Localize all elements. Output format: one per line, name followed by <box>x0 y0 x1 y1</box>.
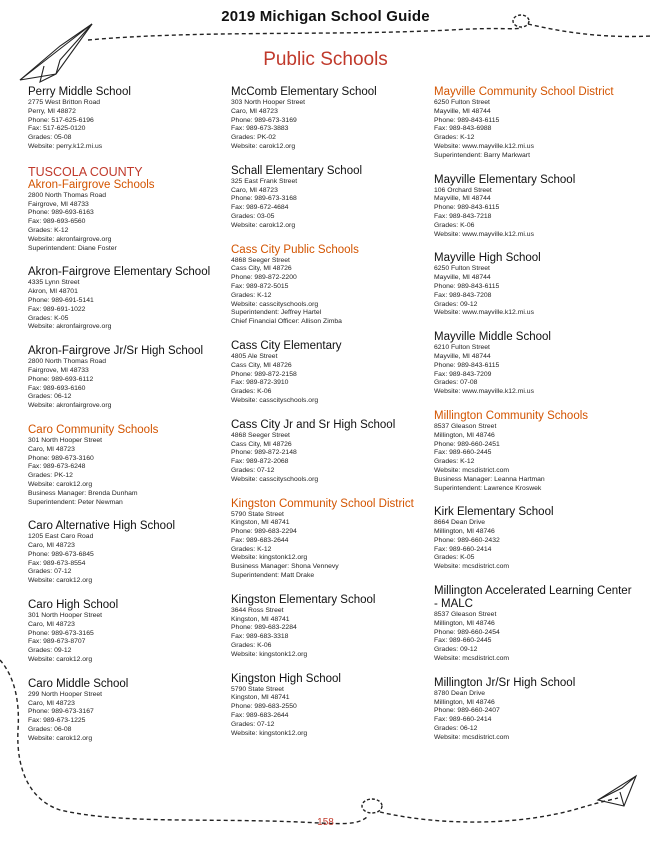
school-name: Kirk Elementary School <box>434 506 554 519</box>
school-name: Akron-Fairgrove Elementary School <box>28 266 211 279</box>
school-entry <box>231 340 429 406</box>
detail-line: 3644 Ross Street <box>231 606 284 614</box>
detail-line: Caro, MI 48723 <box>231 186 278 194</box>
detail-line: Phone: 989-843-6115 <box>434 361 500 369</box>
school-entry <box>434 252 632 318</box>
district-name: Akron-Fairgrove Schools <box>28 178 155 191</box>
detail-line: Kingston, MI 48741 <box>231 615 290 623</box>
detail-line: Akron, MI 48701 <box>28 288 78 296</box>
detail-line: Website: casscityschools.org <box>231 396 319 404</box>
detail-line: Fax: 989-660-2445 <box>434 637 492 645</box>
school-name: Cass City Jr and Sr High School <box>231 418 396 431</box>
detail-line: Website: www.mayville.k12.mi.us <box>434 309 534 317</box>
detail-line: 1205 East Caro Road <box>28 533 94 541</box>
school-name: Kingston Elementary School <box>231 593 376 606</box>
detail-line: Grades: 07-08 <box>434 379 478 387</box>
school-name: Millington Jr/Sr High School <box>434 676 576 689</box>
detail-line: 8537 Gleason Street <box>434 422 497 430</box>
detail-line: 301 North Hooper Street <box>28 436 103 444</box>
detail-line: Caro, MI 48723 <box>231 107 278 115</box>
detail-line: Website: mcsdistrict.com <box>434 466 510 474</box>
detail-line: Grades: 07-12 <box>28 568 72 576</box>
detail-line: Phone: 989-683-2550 <box>231 703 297 711</box>
detail-line: Grades: K-12 <box>231 545 272 553</box>
school-entry <box>434 174 632 240</box>
column-2 <box>231 86 429 751</box>
detail-line: Phone: 989-872-2158 <box>231 370 297 378</box>
detail-line: 6210 Fulton Street <box>434 344 490 352</box>
detail-line: Website: mcsdistrict.com <box>434 655 510 663</box>
detail-line: Phone: 989-843-6115 <box>434 204 500 212</box>
detail-line: Millington, MI 48746 <box>434 619 495 627</box>
detail-line: Fax: 989-683-2644 <box>231 712 289 720</box>
detail-line: Caro, MI 48723 <box>28 699 75 707</box>
school-entry <box>231 594 429 660</box>
detail-line: Fairgrove, MI 48733 <box>28 200 89 208</box>
detail-line: Website: akronfairgrove.org <box>28 402 112 410</box>
school-entry <box>231 86 429 152</box>
school-name: Mayville Middle School <box>434 331 551 344</box>
detail-line: Grades: K-05 <box>28 314 69 322</box>
detail-line: Mayville, MI 48744 <box>434 195 491 203</box>
detail-line: Kingston, MI 48741 <box>231 519 290 527</box>
detail-line: Grades: K-05 <box>434 554 475 562</box>
detail-line: Fax: 989-673-1225 <box>28 717 86 725</box>
detail-line: Phone: 989-673-3168 <box>231 195 297 203</box>
detail-line: 303 North Hooper Street <box>231 99 306 106</box>
page-header-title: 2019 Michigan School Guide <box>221 8 430 25</box>
district-entry <box>28 424 226 507</box>
detail-line: Fax: 989-660-2445 <box>434 449 492 457</box>
district-entry <box>28 179 226 254</box>
paper-plane-bottom-right-icon <box>598 776 636 806</box>
detail-line: Fax: 989-672-4684 <box>231 204 289 212</box>
detail-line: Grades: 07-12 <box>231 466 275 474</box>
district-name: Kingston Community School District <box>231 497 414 510</box>
detail-line: 106 Orchard Street <box>434 186 492 194</box>
detail-line: Fax: 989-693-6160 <box>28 384 86 392</box>
detail-line: Website: www.mayville.k12.mi.us <box>434 230 534 238</box>
detail-line: Phone: 989-673-6845 <box>28 550 94 558</box>
detail-line: Website: kingstonk12.org <box>231 650 308 658</box>
school-entry <box>231 165 429 231</box>
detail-line: Phone: 989-872-2148 <box>231 449 297 457</box>
detail-line: Grades: 06-12 <box>434 725 478 733</box>
top-dashed-path <box>88 28 522 40</box>
detail-line: Website: carok12.org <box>28 656 93 664</box>
detail-line: Website: www.mayville.k12.mi.us <box>434 142 534 150</box>
detail-line: Grades: PK-02 <box>231 134 276 142</box>
school-name: Cass City Elementary <box>231 339 342 352</box>
detail-line: Grades: 06-12 <box>28 393 72 401</box>
school-entry <box>434 331 632 397</box>
district-entry <box>434 410 632 493</box>
bottom-loop <box>362 799 382 813</box>
detail-line: 301 North Hooper Street <box>28 612 103 620</box>
detail-line: Kingston, MI 48741 <box>231 694 290 702</box>
detail-line: Website: casscityschools.org <box>231 475 319 483</box>
school-name: Kingston High School <box>231 672 341 685</box>
detail-line: Millington, MI 48746 <box>434 431 495 439</box>
school-entry <box>28 599 226 665</box>
detail-line: 325 East Frank Street <box>231 177 298 185</box>
school-entry <box>434 677 632 743</box>
detail-line: Grades: K-06 <box>231 388 272 396</box>
school-entry <box>231 673 429 739</box>
detail-line: Phone: 517-625-6196 <box>28 116 94 124</box>
district-entry <box>231 498 429 581</box>
detail-line: Phone: 989-683-2294 <box>231 528 297 536</box>
detail-line: Fax: 989-683-3318 <box>231 633 289 641</box>
detail-line: Cass City, MI 48726 <box>231 361 292 369</box>
detail-line: Caro, MI 48723 <box>28 445 75 453</box>
school-entry <box>28 345 226 411</box>
detail-line: Fax: 989-660-2414 <box>434 545 492 553</box>
detail-line: Phone: 989-693-6112 <box>28 375 94 383</box>
detail-line: Mayville, MI 48744 <box>434 274 491 282</box>
detail-line: Fax: 989-691-1022 <box>28 305 86 313</box>
section-title: Public Schools <box>263 49 388 70</box>
detail-line: Website: mcsdistrict.com <box>434 563 510 571</box>
detail-line: Millington, MI 48746 <box>434 698 495 706</box>
detail-line: Grades: 09-12 <box>434 646 478 654</box>
detail-line: Grades: 03-05 <box>231 212 275 220</box>
detail-line: 299 North Hooper Street <box>28 690 103 698</box>
detail-line: Superintendent: Matt Drake <box>231 572 315 580</box>
detail-line: Grades: 07-12 <box>231 720 275 728</box>
detail-line: Superintendent: Jeffrey Hartel <box>231 309 322 317</box>
detail-line: Grades: 09-12 <box>434 300 478 308</box>
detail-line: Phone: 989-673-3169 <box>231 116 297 124</box>
detail-line: Superintendent: Barry Markwart <box>434 151 530 159</box>
district-entry <box>434 86 632 161</box>
detail-line: Phone: 989-673-3167 <box>28 708 94 716</box>
school-name: Caro Alternative High School <box>28 520 176 533</box>
detail-line: Grades: PK-12 <box>28 472 73 480</box>
detail-line: Website: casscityschools.org <box>231 300 319 308</box>
detail-line: Website: mcsdistrict.com <box>434 733 510 741</box>
detail-line: Grades: K-12 <box>28 226 69 234</box>
school-name: McComb Elementary School <box>231 86 377 98</box>
detail-line: Fax: 989-843-7209 <box>434 370 492 378</box>
detail-line: Superintendent: Diane Foster <box>28 244 117 252</box>
detail-line: Fax: 989-843-7208 <box>434 291 492 299</box>
detail-line: Phone: 989-660-2432 <box>434 536 500 544</box>
detail-line: Chief Financial Officer: Allison Zimba <box>231 318 342 326</box>
detail-line: Fax: 989-683-2644 <box>231 536 289 544</box>
detail-line: Fax: 989-673-8554 <box>28 559 86 567</box>
school-name: Caro High School <box>28 599 119 612</box>
school-name: Mayville Elementary School <box>434 173 576 186</box>
school-name: Caro Middle School <box>28 677 129 690</box>
detail-line: Superintendent: Peter Newman <box>28 498 123 506</box>
district-entry <box>231 244 429 327</box>
detail-line: Fax: 989-673-6248 <box>28 463 86 471</box>
detail-line: Website: carok12.org <box>28 480 93 488</box>
column-3 <box>434 86 632 756</box>
school-entry <box>434 585 632 664</box>
detail-line: Superintendent: Lawrence Kroswek <box>434 484 542 492</box>
detail-line: Phone: 989-691-5141 <box>28 296 94 304</box>
detail-line: Website: kingstonk12.org <box>231 554 308 562</box>
detail-line: Phone: 989-872-2200 <box>231 274 297 282</box>
school-entry <box>28 520 226 586</box>
detail-line: Website: carok12.org <box>231 142 296 150</box>
detail-line: 8780 Dean Drive <box>434 689 486 697</box>
detail-line: Website: kingstonk12.org <box>231 729 308 737</box>
detail-line: Caro, MI 48723 <box>28 620 75 628</box>
detail-line: Millington, MI 48746 <box>434 528 495 536</box>
detail-line: Phone: 989-693-6163 <box>28 209 94 217</box>
detail-line: Business Manager: Leanna Hartman <box>434 475 545 483</box>
detail-line: Grades: 05-08 <box>28 134 72 142</box>
school-entry <box>231 419 429 485</box>
detail-line: 2800 North Thomas Road <box>28 358 107 366</box>
school-name: Perry Middle School <box>28 86 131 98</box>
detail-line: Business Manager: Shona Vennevy <box>231 563 339 571</box>
detail-line: Fax: 989-673-3883 <box>231 125 289 133</box>
detail-line: Fax: 989-660-2414 <box>434 716 492 724</box>
detail-line: Website: akronfairgrove.org <box>28 235 112 243</box>
detail-line: Website: perry.k12.mi.us <box>28 142 103 150</box>
detail-line: Grades: 06-08 <box>28 726 72 734</box>
detail-line: 8664 Dean Drive <box>434 519 486 527</box>
detail-line: 2800 North Thomas Road <box>28 191 107 199</box>
school-entry <box>434 506 632 572</box>
district-name: Millington Community Schools <box>434 409 589 422</box>
detail-line: Phone: 989-660-2451 <box>434 440 500 448</box>
school-name: Mayville High School <box>434 252 541 265</box>
detail-line: Website: akronfairgrove.org <box>28 323 112 331</box>
detail-line: Grades: K-12 <box>434 458 475 466</box>
detail-line: Fax: 989-872-2068 <box>231 458 289 466</box>
school-name: Millington Accelerated Learning Center - MALC <box>434 585 632 611</box>
detail-line: 4868 Seeger Street <box>231 256 290 264</box>
column-1 <box>28 86 226 757</box>
detail-line: 5790 State Street <box>231 510 284 518</box>
detail-line: 8537 Gleason Street <box>434 611 497 619</box>
detail-line: Website: carok12.org <box>28 734 93 742</box>
detail-line: Cass City, MI 48726 <box>231 265 292 273</box>
detail-line: Perry, MI 48872 <box>28 107 76 115</box>
school-entry <box>28 266 226 332</box>
detail-line: Cass City, MI 48726 <box>231 440 292 448</box>
district-name: Mayville Community School District <box>434 86 614 98</box>
detail-line: Fax: 989-693-6560 <box>28 218 86 226</box>
school-entry <box>28 678 226 744</box>
detail-line: Fax: 989-673-8707 <box>28 638 86 646</box>
detail-line: Fax: 989-843-7218 <box>434 212 492 220</box>
district-name: Caro Community Schools <box>28 423 159 436</box>
top-right-dashed <box>528 24 651 37</box>
detail-line: Grades: K-12 <box>434 134 475 142</box>
detail-line: Mayville, MI 48744 <box>434 107 491 115</box>
detail-line: Caro, MI 48723 <box>28 542 75 550</box>
detail-line: Grades: 09-12 <box>28 647 72 655</box>
county-heading: TUSCOLA COUNTY <box>28 164 143 179</box>
detail-line: Phone: 989-683-2284 <box>231 624 297 632</box>
detail-line: Phone: 989-843-6115 <box>434 282 500 290</box>
school-name: Akron-Fairgrove Jr/Sr High School <box>28 345 204 358</box>
detail-line: Business Manager: Brenda Dunham <box>28 489 138 497</box>
detail-line: Mayville, MI 48744 <box>434 352 491 360</box>
detail-line: Fax: 989-872-3910 <box>231 379 289 387</box>
detail-line: Fax: 989-872-5015 <box>231 282 289 290</box>
detail-line: Phone: 989-673-3160 <box>28 454 94 462</box>
school-name: Schall Elementary School <box>231 164 363 177</box>
detail-line: Website: carok12.org <box>231 221 296 229</box>
detail-line: Phone: 989-843-6115 <box>434 116 500 124</box>
detail-line: Grades: K-06 <box>434 221 475 229</box>
detail-line: Grades: K-12 <box>231 291 272 299</box>
detail-line: 5790 State Street <box>231 685 284 693</box>
detail-line: Grades: K-06 <box>231 642 272 650</box>
detail-line: 2775 West Britton Road <box>28 99 101 106</box>
district-name: Cass City Public Schools <box>231 243 359 256</box>
detail-line: Website: carok12.org <box>28 577 93 585</box>
detail-line: Phone: 989-660-2454 <box>434 628 500 636</box>
school-entry <box>28 86 226 152</box>
page-number: 158 <box>317 817 334 828</box>
detail-line: 4335 Lynn Street <box>28 279 80 287</box>
detail-line: Phone: 989-673-3165 <box>28 629 94 637</box>
detail-line: 6250 Fulton Street <box>434 99 490 106</box>
detail-line: Fairgrove, MI 48733 <box>28 366 89 374</box>
detail-line: Phone: 989-660-2407 <box>434 707 500 715</box>
detail-line: 6250 Fulton Street <box>434 265 490 273</box>
detail-line: 4868 Seeger Street <box>231 431 290 439</box>
detail-line: Website: www.mayville.k12.mi.us <box>434 388 534 396</box>
detail-line: 4805 Ale Street <box>231 352 278 360</box>
detail-line: Fax: 517-625-0120 <box>28 125 86 133</box>
detail-line: Fax: 989-843-6988 <box>434 125 492 133</box>
